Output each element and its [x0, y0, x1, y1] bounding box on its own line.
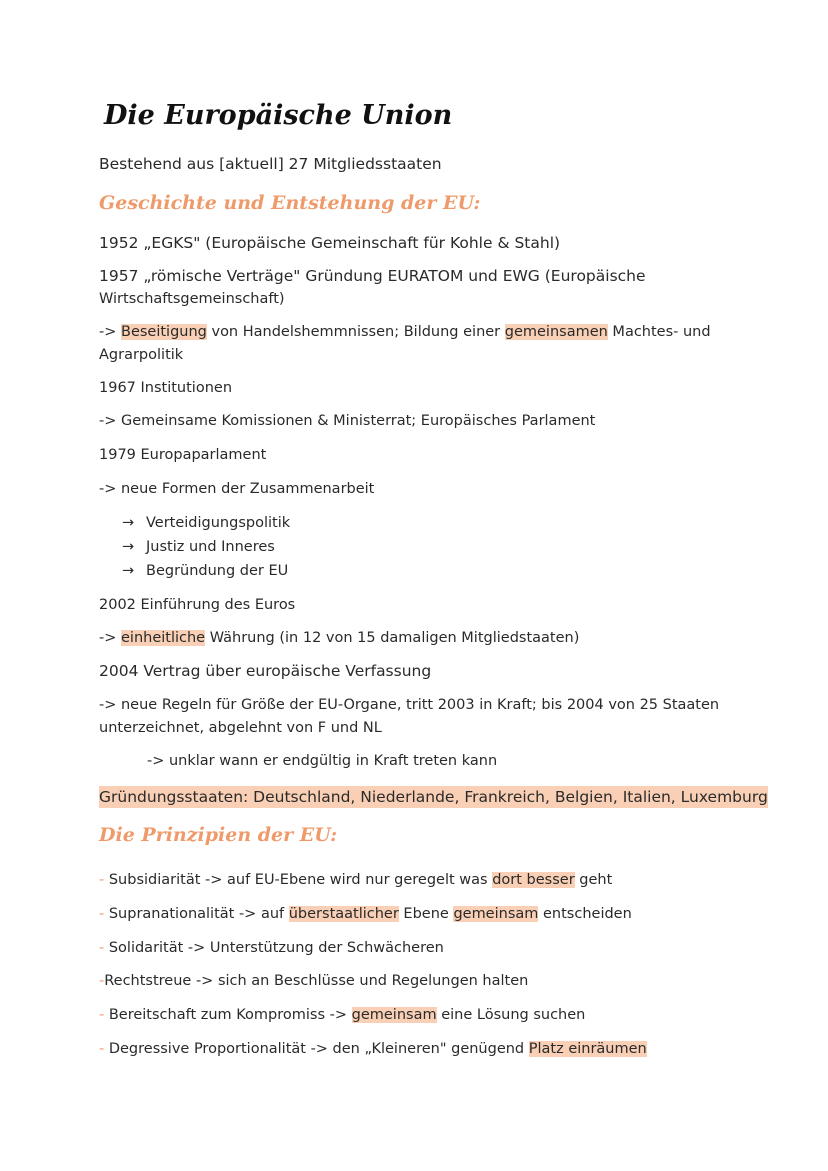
text-segment: Machtes- und	[607, 324, 711, 340]
text-segment: entscheiden	[538, 906, 632, 922]
history-line-1967: 1967 Institutionen	[99, 380, 233, 396]
principle-item	[99, 903, 632, 925]
history-line-1967-note: -> Gemeinsame Komissionen & Ministerrat; Europäisches Parlament	[99, 413, 596, 429]
text-segment: ->	[99, 630, 121, 646]
text-segment: Solidarität -> Unterstützung der Schwächeren	[104, 940, 444, 956]
history-line-2004-sub: -> unklar wann er endgültig in Kraft treten kann	[147, 753, 498, 769]
bullet-item	[122, 560, 288, 582]
principle-item	[99, 937, 444, 959]
text-segment: Degressive Proportionalität -> den „Kleineren" genügend	[104, 1041, 529, 1057]
text-segment: Supranationalität -> auf	[104, 906, 289, 922]
arrow-right-icon: →	[122, 539, 135, 555]
principles-heading: Die Prinzipien der EU:	[99, 824, 338, 846]
principle-item	[99, 1004, 585, 1026]
dash-bullet: -	[99, 1041, 105, 1057]
bullet-text: Verteidigungspolitik	[146, 515, 291, 531]
page-title: Die Europäische Union	[104, 100, 453, 131]
dash-bullet: -	[99, 940, 105, 956]
history-heading: Geschichte und Entstehung der EU:	[99, 192, 481, 214]
dash-bullet: -	[99, 906, 105, 922]
history-line-1957-cont: Wirtschaftsgemeinschaft)	[99, 291, 285, 307]
dash-bullet: -	[99, 1007, 105, 1023]
highlight-ueberstaatlicher: überstaatlicher	[288, 906, 399, 922]
text-segment: eine Lösung suchen	[436, 1007, 586, 1023]
history-line-2004: 2004 Vertrag über europäische Verfassung	[99, 662, 432, 680]
principle-item	[99, 869, 612, 891]
arrow-right-icon: →	[122, 563, 135, 579]
history-line-1979-note: -> neue Formen der Zusammenarbeit	[99, 481, 375, 497]
bullet-item	[122, 512, 290, 534]
bullet-text: Begründung der EU	[146, 563, 289, 579]
text-segment: Subsidiarität -> auf EU-Ebene wird nur geregelt was	[104, 872, 493, 888]
highlight-platz-einraeumen: Platz einräumen	[528, 1041, 647, 1057]
highlight-gemeinsam: gemeinsam	[453, 906, 539, 922]
highlight-einheitliche: einheitliche	[121, 630, 206, 646]
highlight-gemeinsamen: gemeinsamen	[504, 324, 608, 340]
history-line-1957-note-cont: Agrarpolitik	[99, 347, 184, 363]
principle-item	[99, 970, 528, 992]
history-line-2002: 2002 Einführung des Euros	[99, 597, 296, 613]
history-line-2004-note-cont: unterzeichnet, abgelehnt von F und NL	[99, 720, 382, 736]
text-segment: Ebene	[398, 906, 454, 922]
history-line-2004-note: -> neue Regeln für Größe der EU-Organe, tritt 2003 in Kraft; bis 2004 von 25 Staaten	[99, 697, 720, 713]
text-segment: Rechtstreue -> sich an Beschlüsse und Regelungen halten	[104, 973, 529, 989]
text-segment: Währung (in 12 von 15 damaligen Mitgliedstaaten)	[205, 630, 580, 646]
text-segment: ->	[99, 324, 121, 340]
founding-states: Gründungsstaaten: Deutschland, Niederlande, Frankreich, Belgien, Italien, Luxemburg	[99, 788, 768, 806]
text-segment: Bereitschaft zum Kompromiss ->	[104, 1007, 352, 1023]
text-segment: geht	[574, 872, 613, 888]
highlight-beseitigung: Beseitigung	[121, 324, 207, 340]
history-line-1957-note	[99, 321, 711, 343]
dash-bullet: -	[99, 872, 105, 888]
arrow-right-icon: →	[122, 515, 135, 531]
bullet-text: Justiz und Inneres	[146, 539, 275, 555]
highlight-dort-besser: dort besser	[492, 872, 575, 888]
history-line-2002-note	[99, 627, 579, 649]
principle-item	[99, 1038, 647, 1060]
history-line-1979: 1979 Europaparlament	[99, 447, 267, 463]
dash-bullet: -	[99, 973, 105, 989]
highlight-gemeinsam: gemeinsam	[351, 1007, 437, 1023]
intro-text: Bestehend aus [aktuell] 27 Mitgliedsstaaten	[99, 155, 442, 173]
history-line-1957: 1957 „römische Verträge" Gründung EURATOM und EWG (Europäische	[99, 267, 646, 285]
text-segment: von Handelshemmnissen; Bildung einer	[206, 324, 505, 340]
history-line-1952: 1952 „EGKS" (Europäische Gemeinschaft für Kohle & Stahl)	[99, 234, 561, 252]
bullet-item	[122, 536, 275, 558]
